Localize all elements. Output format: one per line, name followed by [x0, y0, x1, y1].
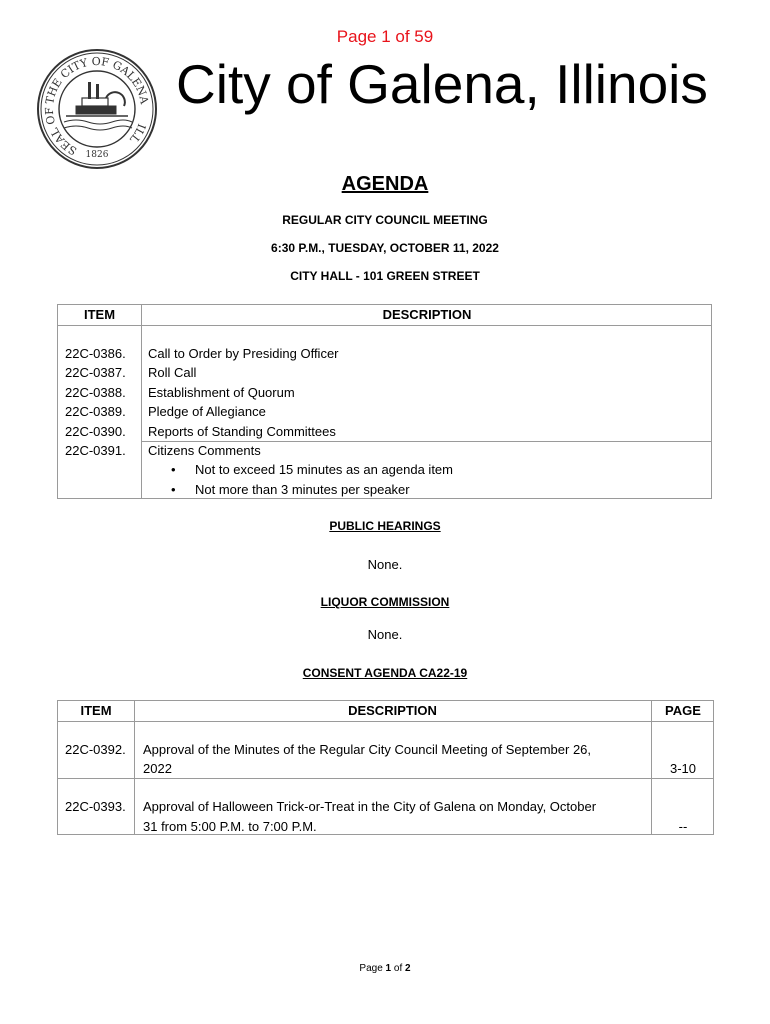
consent-table [57, 700, 714, 835]
table-row-description: Establishment of Quorum [148, 385, 295, 400]
table-row-item: 22C-0388. [65, 385, 126, 400]
table-row-item: 22C-0389. [65, 404, 126, 419]
table-row-description: Roll Call [148, 365, 197, 380]
seal-left-text: SEAL OF [42, 107, 80, 158]
meeting-datetime: 6:30 P.M., TUESDAY, OCTOBER 11, 2022 [271, 241, 499, 255]
table-row-item: 22C-0392. [65, 742, 126, 757]
table-row-description-cont: 31 from 5:00 P.M. to 7:00 P.M. [143, 819, 317, 834]
seal-top-text: THE CITY OF GALENA [43, 54, 151, 106]
table-row-item: 22C-0387. [65, 365, 126, 380]
consent-header-description: DESCRIPTION [348, 703, 437, 718]
page-footer [0, 963, 770, 974]
liquor-commission-text: None. [367, 627, 403, 642]
table-row-description: Pledge of Allegiance [148, 404, 266, 419]
consent-header-item: ITEM [80, 703, 112, 718]
meeting-location: CITY HALL - 101 GREEN STREET [290, 269, 480, 283]
table-row-description: Call to Order by Presiding Officer [148, 346, 339, 361]
bullet-icon: • [171, 482, 176, 497]
list-item [171, 462, 453, 477]
page-indicator: Page 1 of 59 [336, 27, 434, 46]
meeting-type: REGULAR CITY COUNCIL MEETING [282, 213, 488, 227]
table-row-item: 22C-0390. [65, 424, 126, 439]
items-header-description: DESCRIPTION [382, 307, 472, 322]
table-row-description: Approval of the Minutes of the Regular City Council Meeting of September 26, [143, 742, 592, 757]
consent-header-page: PAGE [665, 703, 701, 718]
footer-prefix: Page [359, 963, 383, 974]
bullet-text: Not to exceed 15 minutes as an agenda item [195, 462, 453, 477]
table-row-description: Citizens Comments [148, 443, 261, 458]
table-row-item: 22C-0386. [65, 346, 126, 361]
table-row-page: 3-10 [669, 761, 697, 776]
table-row-description: Approval of Halloween Trick-or-Treat in the City of Galena on Monday, October [143, 799, 597, 814]
liquor-commission-heading: LIQUOR COMMISSION [320, 595, 450, 609]
table-row-description: Reports of Standing Committees [148, 424, 336, 439]
table-row-item: 22C-0391. [65, 443, 126, 458]
public-hearings-text: None. [367, 557, 403, 572]
city-title: City of Galena, Illinois [176, 53, 708, 115]
city-seal-logo [36, 48, 158, 170]
items-header-item: ITEM [83, 307, 116, 322]
table-row-description-cont: 2022 [143, 761, 172, 776]
footer-current-page: 1 [385, 963, 392, 974]
bullet-icon: • [171, 462, 176, 477]
table-row-item: 22C-0393. [65, 799, 126, 814]
items-table [57, 304, 712, 499]
agenda-title: AGENDA [341, 173, 429, 195]
footer-total-pages: 2 [405, 963, 411, 974]
list-item [171, 482, 410, 497]
seal-right-text: ILL [126, 121, 149, 146]
svg-text:SEAL OF [43, 107, 79, 158]
seal-year: 1826 [85, 150, 109, 160]
consent-agenda-heading: CONSENT AGENDA CA22-19 [302, 666, 468, 680]
footer-of: of [393, 963, 403, 974]
public-hearings-heading: PUBLIC HEARINGS [329, 519, 441, 533]
table-row-page: -- [678, 819, 688, 834]
bullet-text: Not more than 3 minutes per speaker [195, 482, 410, 497]
